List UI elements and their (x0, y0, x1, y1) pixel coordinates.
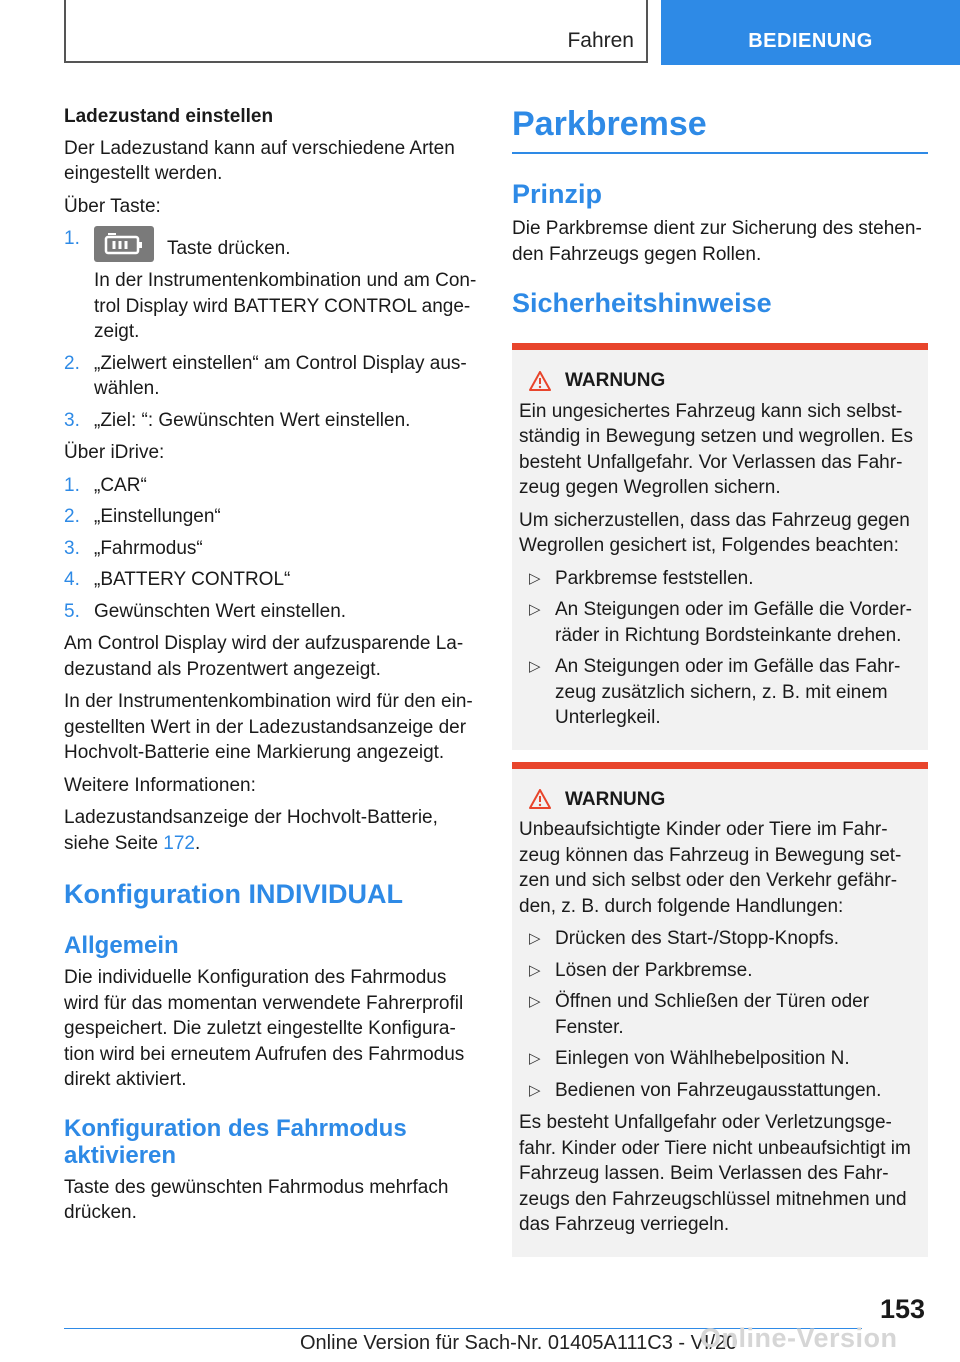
step-number: 5. (64, 600, 80, 622)
step-text: „Ziel: “: Gewünschten Wert einstellen. (94, 409, 411, 431)
aktivieren-text: Taste des gewünschten Fahrmodus mehrfach drücken. (64, 1176, 449, 1223)
warning-title: WARNUNG (565, 370, 666, 391)
ladezustand-intro: Der Ladezustand kann auf verschiedene Arten eingestellt werden. (64, 137, 455, 184)
taste-steps-list (64, 226, 479, 433)
list-item (519, 1046, 920, 1072)
display-paragraph: Am Control Display wird der aufzusparende Ladezustand als Prozentwert angezeigt. (64, 633, 464, 680)
list-item (64, 536, 479, 562)
list-item-text: Parkbremse feststellen. (555, 567, 754, 589)
aktivieren-heading: Konfiguration des Fahrmodus aktivieren (64, 1114, 407, 1169)
reference-paragraph (64, 805, 479, 856)
list-item (519, 958, 920, 984)
list-item-text: Einlegen von Wählhebelposition N. (555, 1048, 850, 1069)
warning-list (519, 566, 920, 731)
list-item (64, 504, 479, 530)
ladezustand-heading: Ladezustand einstellen (64, 106, 274, 127)
bullet-triangle-icon: ▷ (529, 601, 541, 618)
step-text: Taste drücken. (166, 238, 291, 259)
bullet-triangle-icon: ▷ (529, 1081, 541, 1099)
list-item (64, 473, 479, 499)
reference-end: . (195, 832, 201, 854)
step-number: 1. (64, 474, 80, 496)
step-text: „Zielwert einstellen“ am Control Display auswählen. (94, 352, 467, 399)
header-chapter-label: BEDIENUNG (748, 30, 873, 52)
list-item (519, 597, 920, 648)
step-number: 2. (64, 352, 80, 374)
list-item (519, 566, 920, 592)
page-number: 153 (880, 1294, 926, 1324)
step-number: 3. (64, 537, 80, 559)
bullet-triangle-icon: ▷ (529, 961, 541, 979)
step-number: 3. (64, 409, 80, 431)
list-item (519, 926, 920, 952)
step-number: 1. (64, 228, 80, 249)
bullet-triangle-icon: ▷ (529, 993, 541, 1010)
watermark-logo: Online-Version (700, 1323, 898, 1353)
list-item-text: An Steigungen oder im Gefälle die Vorderräder in Richtung Bordsteinkante drehen. (555, 599, 912, 646)
prinzip-text: Die Parkbremse dient zur Sicherung des stehenden Fahrzeugs gegen Rollen. (512, 218, 922, 265)
list-item-text: Drücken des Start-/Stopp-Knopfs. (555, 928, 840, 949)
page-reference-link[interactable]: 172 (163, 832, 195, 854)
idrive-steps-list (64, 473, 479, 625)
header-section-label: Fahren (567, 29, 634, 52)
warning-box-1 (512, 343, 928, 750)
list-item (64, 226, 479, 345)
ueber-idrive-label: Über iDrive: (64, 442, 165, 463)
list-item (64, 408, 479, 434)
bullet-triangle-icon: ▷ (529, 930, 541, 947)
list-item-text: Lösen der Parkbremse. (555, 959, 753, 981)
allgemein-heading: Allgemein (64, 932, 179, 959)
parkbremse-title: Parkbremse (512, 104, 928, 154)
list-item-text: Bedienen von Fahrzeugausstattungen. (555, 1079, 882, 1101)
battery-control-key-icon (94, 226, 154, 262)
warning-text: Unbeaufsichtigte Kinder oder Tiere im Fahrzeug können das Fahrzeug in Bewegung setzen und sich selbst oder den Verkehr gefährden, z. B. durch folgende Handlungen: (519, 819, 902, 917)
sicherheit-heading: Sicherheitshinweise (512, 288, 772, 318)
list-item (64, 351, 479, 402)
step-number: 4. (64, 569, 80, 590)
header-chapter-tab (661, 0, 960, 65)
warning-title-row (529, 368, 920, 394)
warning-title-row (529, 787, 920, 813)
warning-triangle-icon (529, 371, 551, 391)
footer-online-version: Online Version für Sach-Nr. 01405A111C3 - VI/20 (300, 1332, 738, 1354)
list-item-text: An Steigungen oder im Gefälle das Fahrzeug zusätzlich sichern, z. B. mit einem Unterlegkeil. (555, 656, 901, 728)
bullet-triangle-icon: ▷ (529, 1050, 541, 1067)
bullet-triangle-icon: ▷ (529, 569, 541, 587)
warning-box-2 (512, 762, 928, 1257)
warning-triangle-icon (529, 789, 551, 809)
reference-text: Ladezustandsanzeige der Hochvolt-Batterie, siehe Seite (64, 807, 438, 854)
list-item-text: Öffnen und Schließen der Türen oder Fenster. (555, 991, 870, 1038)
header-section-box (64, 0, 648, 63)
step-text: „Fahrmodus“ (94, 537, 203, 559)
warning-list (519, 926, 920, 1103)
warning-intro: Um sicherzustellen, dass das Fahrzeug gegen Wegrollen gesichert ist, Folgendes beachten: (519, 509, 910, 556)
prinzip-heading: Prinzip (512, 179, 603, 209)
left-column (64, 104, 479, 1233)
weitere-label: Weitere Informationen: (64, 774, 256, 796)
step-text: „Einstellungen“ (94, 506, 221, 527)
step-text: „BATTERY CONTROL“ (94, 569, 291, 590)
allgemein-text: Die individuelle Konfiguration des Fahrmodus wird für das momentan verwendete Fahrerprofil gespeichert. Die zuletzt eingestellte Konfiguration wird bei erneutem Aufrufen des Fahrmodus direkt aktiviert. (64, 967, 465, 1090)
step-text: Gewünschten Wert einstellen. (94, 600, 347, 622)
list-item (64, 599, 479, 625)
step-text: „CAR“ (94, 474, 147, 496)
ueber-taste-label: Über Taste: (64, 195, 161, 217)
bullet-triangle-icon: ▷ (529, 658, 541, 675)
right-column (512, 104, 928, 1269)
warning-title: WARNUNG (565, 788, 666, 810)
list-item (64, 567, 479, 593)
list-item (519, 989, 920, 1040)
step-detail: In der Instrumentenkombination und am Control Display wird BATTERY CONTROL angezeigt. (94, 270, 477, 342)
instrument-paragraph: In der Instrumentenkombination wird für den eingestellten Wert in der Ladezustandsanzeige der Hochvolt-Batterie eine Markierung angezeigt. (64, 691, 473, 763)
konfiguration-heading: Konfiguration INDIVIDUAL (64, 879, 403, 909)
list-item (519, 1078, 920, 1104)
warning-text: Ein ungesichertes Fahrzeug kann sich selbstständig in Bewegung setzen und wegrollen. Es besteht Unfallgefahr. Vor Verlassen das Fahrzeug gegen Wegrollen sichern. (519, 400, 913, 498)
warning-outro: Es besteht Unfallgefahr oder Verletzungsgefahr. Kinder oder Tiere nicht unbeaufsichtigt im Fahrzeug lassen. Beim Verlassen des Fahrzeugs den Fahrzeugschlüssel mitnehmen und das Fahrzeug verriegeln. (519, 1112, 911, 1235)
list-item (519, 654, 920, 731)
step-number: 2. (64, 506, 80, 527)
